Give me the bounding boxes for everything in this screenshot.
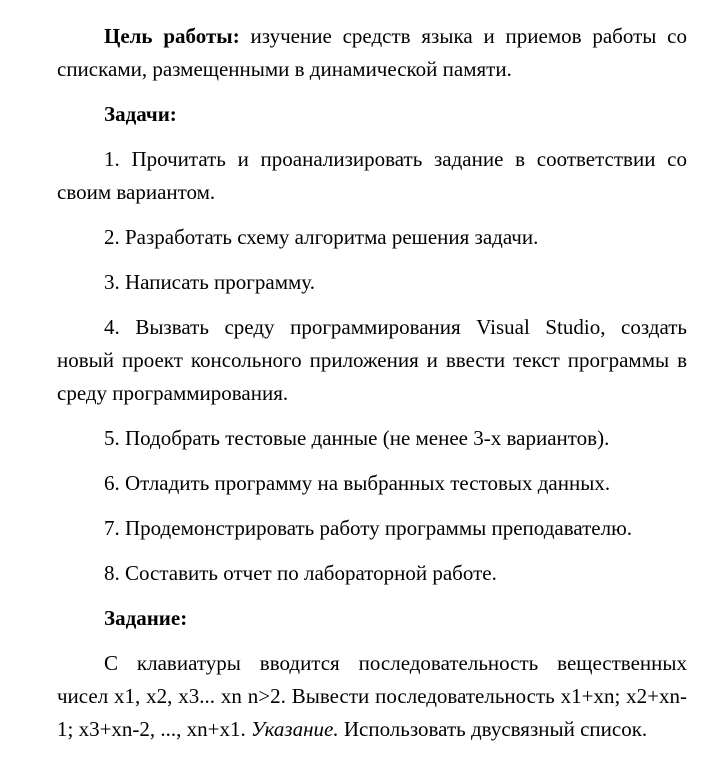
- goal-text: изучение средств языка и приемов работы со списками, размещенными в динамической памяти.: [57, 24, 687, 81]
- task-item-3: 3. Написать программу.: [104, 270, 315, 294]
- assignment-intro: С клавиатуры вводится последовательность вещественных чисел x1, x2, x3... xn n>2. Вывести последовательность x1+xn; x2+xn-1; x3+xn-2, ..., xn+x1.: [57, 651, 687, 741]
- assignment-note-text: Использовать двусвязный список.: [338, 717, 648, 741]
- assignment-paragraph: [57, 647, 687, 746]
- assignment-note-label: Указание.: [251, 717, 339, 741]
- goal-paragraph: [57, 20, 687, 86]
- tasks-heading: [57, 98, 687, 131]
- task-item-1: 1. Прочитать и проанализировать задание в соответствии со своим вариантом.: [57, 147, 687, 204]
- goal-label: Цель работы:: [104, 24, 240, 48]
- assignment-heading-label: Задание:: [104, 606, 188, 630]
- task-item-5: 5. Подобрать тестовые данные (не менее 3-х вариантов).: [104, 426, 610, 450]
- task-item-7: 7. Продемонстрировать работу программы преподавателю.: [104, 516, 633, 540]
- assignment-heading: [57, 602, 687, 635]
- task-item-6: 6. Отладить программу на выбранных тестовых данных.: [104, 471, 611, 495]
- task-item-2: 2. Разработать схему алгоритма решения задачи.: [104, 225, 539, 249]
- task-item-4: 4. Вызвать среду программирования Visual Studio, создать новый проект консольного приложения и ввести текст программы в среду программирования.: [57, 315, 687, 405]
- task-item-8: 8. Составить отчет по лабораторной работе.: [104, 561, 497, 585]
- tasks-heading-label: Задачи:: [104, 102, 177, 126]
